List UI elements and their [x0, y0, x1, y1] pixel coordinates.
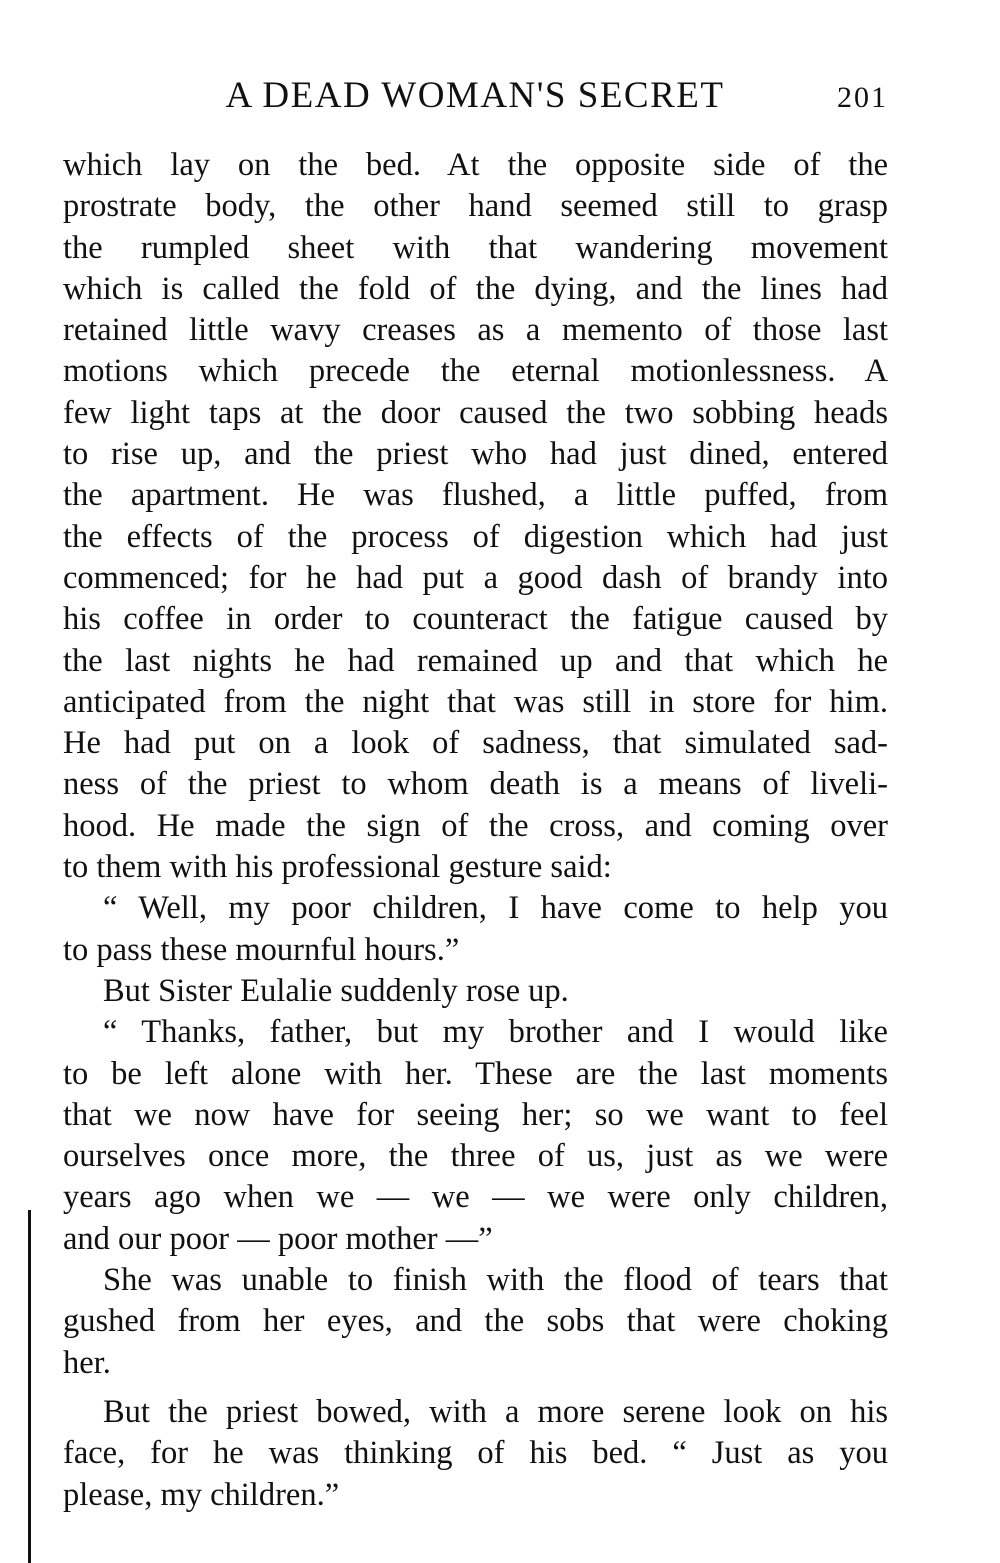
text-line: to pass these mournful hours.” [63, 931, 460, 968]
text-line: He had put on a look of sadness, that simulated sad- [63, 725, 888, 762]
text-line: the effects of the process of digestion which had just [63, 518, 888, 555]
text-line: retained little wavy creases as a memento of those last [63, 312, 888, 349]
text-line: motions which precede the eternal motionlessness. A [63, 353, 888, 390]
text-line: which lay on the bed. At the opposite side of the [63, 147, 888, 183]
page-header [62, 72, 888, 120]
paragraph [63, 888, 888, 971]
text-line: to them with his professional gesture said: [63, 849, 612, 886]
paragraph [63, 1260, 888, 1384]
text-line: face, for he was thinking of his bed. “ Just as you [63, 1435, 888, 1472]
text-line: few light taps at the door caused the two sobbing heads [63, 394, 888, 431]
running-title: A DEAD WOMAN'S SECRET [225, 75, 725, 116]
text-line: her. [63, 1344, 111, 1381]
text-line: She was unable to finish with the flood of tears that [103, 1262, 888, 1299]
text-line: anticipated from the night that was still in store for him. [63, 683, 888, 720]
text-line: “ Well, my poor children, I have come to help you [103, 890, 888, 927]
text-line: that we now have for seeing her; so we want to feel [63, 1096, 888, 1133]
text-line: But the priest bowed, with a more serene look on his [103, 1393, 888, 1430]
text-line: his coffee in order to counteract the fatigue caused by [63, 601, 888, 638]
paragraph [63, 971, 888, 1012]
text-line: which is called the fold of the dying, and the lines had [63, 270, 888, 307]
text-line: But Sister Eulalie suddenly rose up. [103, 972, 569, 1009]
text-line: “ Thanks, father, but my brother and I would like [103, 1014, 888, 1051]
text-line: to rise up, and the priest who had just dined, entered [63, 436, 888, 473]
text-line: the last nights he had remained up and that which he [63, 642, 888, 679]
text-line: and our poor — poor mother —” [63, 1220, 493, 1257]
body-text [63, 145, 888, 1516]
paragraph-gap [63, 1384, 888, 1392]
text-line: hood. He made the sign of the cross, and coming over [63, 807, 888, 844]
text-line: ourselves once more, the three of us, just as we were [63, 1138, 888, 1175]
text-line: commenced; for he had put a good dash of brandy into [63, 559, 888, 596]
text-line: ness of the priest to whom death is a means of liveli- [63, 766, 888, 803]
text-line: prostrate body, the other hand seemed still to grasp [63, 188, 888, 225]
text-line: to be left alone with her. These are the last moments [63, 1055, 888, 1092]
margin-rule [28, 1210, 31, 1563]
text-line: the apartment. He was flushed, a little puffed, from [63, 477, 888, 514]
paragraph [63, 1392, 888, 1516]
text-line: years ago when we — we — we were only children, [63, 1179, 888, 1216]
text-line: the rumpled sheet with that wandering movement [63, 229, 888, 266]
text-line: please, my children.” [63, 1476, 340, 1513]
page-number: 201 [837, 81, 888, 114]
text-line: gushed from her eyes, and the sobs that were choking [63, 1303, 888, 1340]
paragraph [63, 1012, 888, 1260]
paragraph [63, 145, 888, 888]
